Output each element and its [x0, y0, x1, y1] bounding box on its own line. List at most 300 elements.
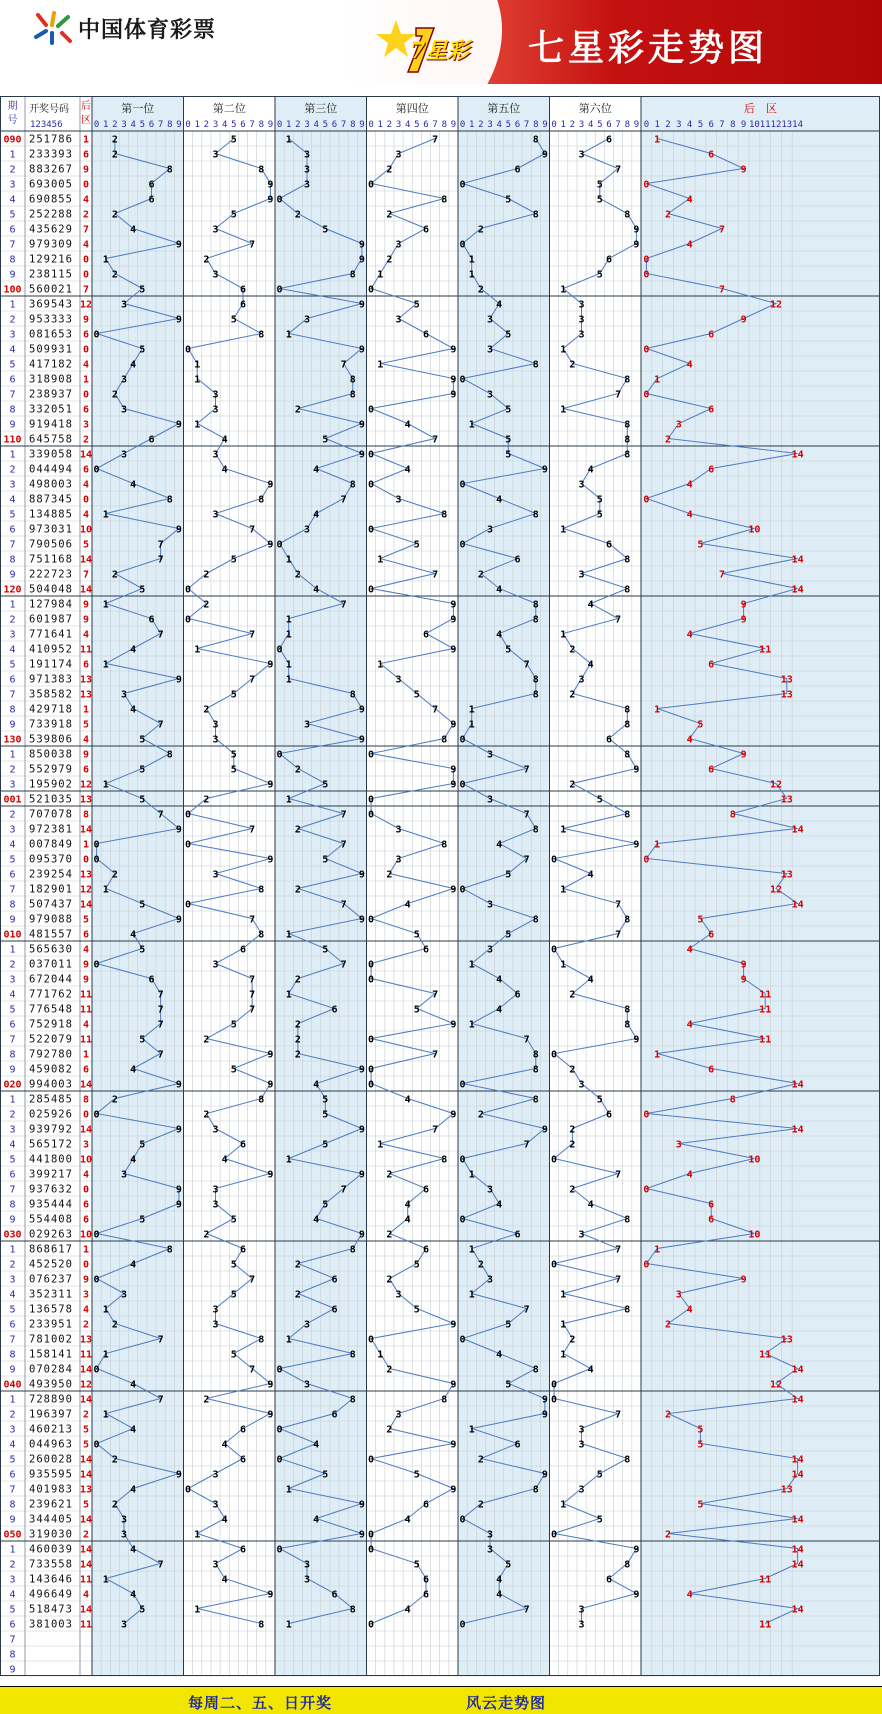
digit-mark: 5 — [322, 1469, 329, 1481]
digit-mark: 8 — [349, 479, 356, 491]
back-mark: 11 — [759, 1349, 772, 1361]
back-mark: 4 — [686, 944, 693, 956]
digit-mark: 5 — [413, 1469, 420, 1481]
draw-cell: 868617 — [29, 1243, 73, 1256]
back-mark: 4 — [686, 629, 693, 641]
digit-mark: 5 — [596, 269, 603, 281]
zone-shade — [641, 96, 880, 1676]
digit-mark: 8 — [532, 359, 539, 371]
back-cell: 6 — [82, 404, 90, 416]
digit-mark: 2 — [569, 1334, 576, 1346]
back-cell: 4 — [82, 194, 90, 206]
issue-cell: 9 — [9, 1514, 16, 1526]
digit-header: 6 — [514, 120, 521, 130]
digit-mark: 3 — [395, 239, 402, 251]
issue-cell: 9 — [9, 914, 16, 926]
back-mark: 14 — [791, 1559, 804, 1571]
back-mark: 5 — [697, 1499, 704, 1511]
digit-mark: 6 — [605, 254, 612, 266]
digit-mark: 0 — [185, 584, 192, 596]
digit-mark: 1 — [102, 1304, 109, 1316]
digit-mark: 3 — [121, 1619, 128, 1631]
digit-mark: 0 — [368, 404, 375, 416]
issue-cell: 8 — [9, 554, 16, 566]
digit-mark: 1 — [468, 1289, 475, 1301]
digit-mark: 3 — [578, 1619, 585, 1631]
digit-mark: 3 — [121, 1529, 128, 1541]
back-mark: 4 — [686, 1304, 693, 1316]
draw-cell: 319030 — [29, 1528, 73, 1541]
digit-mark: 7 — [615, 614, 622, 626]
brand-name: 中国体育彩票 — [78, 17, 217, 43]
draw-cell: 781002 — [29, 1333, 73, 1346]
digit-mark: 3 — [121, 404, 128, 416]
issue-cell: 8 — [9, 404, 16, 416]
digit-mark: 8 — [258, 1619, 265, 1631]
issue-cell: 090 — [3, 134, 22, 146]
digit-mark: 0 — [459, 539, 466, 551]
digit-mark: 3 — [395, 149, 402, 161]
digit-mark: 0 — [185, 809, 192, 821]
digit-mark: 7 — [340, 839, 347, 851]
draw-cell: 565172 — [29, 1138, 73, 1151]
draw-cell: 339058 — [29, 448, 73, 461]
issue-cell: 2 — [9, 314, 16, 326]
digit-header: 3 — [212, 120, 219, 130]
digit-mark: 9 — [633, 224, 640, 236]
issue-cell: 130 — [3, 734, 22, 746]
digit-mark: 1 — [377, 359, 384, 371]
draw-cell: 493950 — [29, 1378, 73, 1391]
issue-cell: 1 — [9, 1394, 16, 1406]
digit-mark: 9 — [358, 254, 365, 266]
digit-mark: 7 — [249, 914, 256, 926]
back-mark: 14 — [791, 584, 804, 596]
digit-mark: 3 — [578, 1484, 585, 1496]
digit-mark: 2 — [294, 974, 301, 986]
back-digit-header: 6 — [708, 120, 714, 130]
digit-mark: 2 — [294, 824, 301, 836]
digit-mark: 5 — [413, 299, 420, 311]
digit-mark: 8 — [532, 1049, 539, 1061]
back-cell: 6 — [82, 929, 90, 941]
digit-mark: 9 — [450, 779, 457, 791]
back-mark: 14 — [791, 1604, 804, 1616]
digit-mark: 7 — [523, 764, 530, 776]
digit-header: 5 — [231, 120, 237, 130]
digit-mark: 8 — [624, 719, 631, 731]
issue-cell: 110 — [3, 434, 22, 446]
digit-mark: 1 — [102, 659, 109, 671]
digit-mark: 1 — [560, 959, 567, 971]
position-header: 第六位 — [578, 102, 612, 115]
digit-mark: 5 — [505, 644, 512, 656]
back-mark: 14 — [791, 449, 804, 461]
issue-cell: 2 — [9, 164, 16, 176]
digit-mark: 3 — [487, 389, 494, 401]
issue-cell: 6 — [9, 1019, 16, 1031]
digit-mark: 8 — [624, 449, 631, 461]
draw-cell: 429718 — [29, 703, 73, 716]
digit-mark: 3 — [487, 1184, 494, 1196]
draw-cell: 733558 — [29, 1558, 73, 1571]
digit-mark: 2 — [477, 224, 484, 236]
digit-mark: 4 — [130, 479, 137, 491]
back-mark: 7 — [718, 284, 726, 296]
digit-mark: 5 — [230, 554, 237, 566]
digit-mark: 8 — [258, 1334, 265, 1346]
back-cell: 4 — [82, 1169, 90, 1181]
digit-mark: 1 — [377, 1349, 384, 1361]
issue-cell: 4 — [9, 1289, 16, 1301]
digit-mark: 1 — [377, 269, 384, 281]
digit-mark: 4 — [130, 1154, 137, 1166]
back-mark: 14 — [791, 1544, 804, 1556]
back-mark: 4 — [686, 1019, 693, 1031]
digit-mark: 2 — [294, 1049, 301, 1061]
digit-mark: 6 — [605, 539, 612, 551]
draw-cell: 070284 — [29, 1363, 73, 1376]
digit-mark: 3 — [212, 719, 219, 731]
digit-mark: 2 — [111, 1499, 118, 1511]
issue-cell: 4 — [9, 1139, 16, 1151]
digit-mark: 8 — [258, 1094, 265, 1106]
back-mark: 14 — [791, 554, 804, 566]
back-mark: 4 — [686, 1589, 693, 1601]
issue-cell: 1 — [9, 944, 16, 956]
digit-mark: 3 — [487, 344, 494, 356]
digit-mark: 7 — [249, 629, 256, 641]
digit-mark: 0 — [368, 449, 375, 461]
issue-cell: 8 — [9, 1649, 16, 1661]
draw-cell: 693005 — [29, 178, 73, 191]
issue-cell: 120 — [3, 584, 22, 596]
digit-mark: 2 — [294, 404, 301, 416]
digit-mark: 2 — [203, 569, 210, 581]
draw-cell: 239621 — [29, 1498, 73, 1511]
back-mark: 13 — [780, 869, 793, 881]
back-mark: 11 — [759, 1619, 772, 1631]
digit-mark: 0 — [276, 1544, 283, 1556]
digit-mark: 4 — [496, 629, 503, 641]
digit-mark: 2 — [111, 1454, 118, 1466]
digit-header: 2 — [295, 120, 301, 130]
digit-mark: 5 — [596, 179, 603, 191]
issue-cell: 8 — [9, 899, 16, 911]
back-header: 后 — [81, 101, 91, 112]
digit-mark: 2 — [477, 1109, 484, 1121]
issue-cell: 7 — [9, 1634, 16, 1646]
digit-mark: 0 — [93, 959, 100, 971]
digit-mark: 4 — [221, 434, 228, 446]
back-cell: 0 — [82, 1109, 90, 1121]
back-cell: 9 — [82, 314, 90, 326]
back-digit-header: 3 — [676, 120, 682, 130]
digit-mark: 2 — [294, 1289, 301, 1301]
draw-cell: 044494 — [29, 463, 73, 476]
digit-mark: 3 — [487, 1274, 494, 1286]
digit-mark: 5 — [139, 1604, 146, 1616]
back-digit-header: 12 — [770, 120, 782, 130]
digit-mark: 0 — [276, 194, 283, 206]
digit-mark: 1 — [285, 929, 292, 941]
back-mark: 10 — [748, 1154, 761, 1166]
digit-mark: 9 — [358, 449, 365, 461]
digit-mark: 8 — [532, 1064, 539, 1076]
digit-mark: 9 — [358, 419, 365, 431]
issue-cell: 040 — [3, 1379, 22, 1391]
digit-mark: 3 — [487, 314, 494, 326]
digit-mark: 1 — [468, 254, 475, 266]
digit-header: 1 — [469, 120, 475, 130]
digit-mark: 2 — [111, 149, 118, 161]
back-cell: 0 — [82, 254, 90, 266]
issue-cell: 7 — [9, 689, 16, 701]
digit-mark: 0 — [368, 1454, 375, 1466]
digit-mark: 8 — [441, 509, 448, 521]
draw-cell: 399217 — [29, 1168, 73, 1181]
draw-cell: 459082 — [29, 1063, 73, 1076]
draw-cell: 460213 — [29, 1423, 73, 1436]
digit-mark: 3 — [304, 1319, 311, 1331]
back-mark: 4 — [686, 509, 693, 521]
digit-mark: 2 — [477, 284, 484, 296]
digit-mark: 1 — [285, 1619, 292, 1631]
digit-mark: 7 — [432, 1124, 439, 1136]
digit-mark: 1 — [468, 1169, 475, 1181]
back-mark: 14 — [791, 1454, 804, 1466]
draw-cell: 481557 — [29, 928, 73, 941]
digit-mark: 9 — [358, 914, 365, 926]
back-digit-header: 0 — [643, 120, 650, 130]
draw-cell: 441800 — [29, 1153, 73, 1166]
digit-mark: 4 — [221, 1514, 228, 1526]
digit-mark: 4 — [130, 359, 137, 371]
digit-mark: 3 — [212, 1559, 219, 1571]
digit-mark: 6 — [148, 194, 155, 206]
digit-mark: 3 — [578, 149, 585, 161]
back-mark: 4 — [686, 734, 693, 746]
digit-mark: 1 — [377, 554, 384, 566]
back-cell: 2 — [82, 1409, 90, 1421]
back-mark: 6 — [708, 929, 715, 941]
issue-cell: 5 — [9, 1004, 16, 1016]
digit-mark: 0 — [368, 809, 375, 821]
digit-mark: 5 — [505, 194, 512, 206]
back-mark: 5 — [697, 539, 704, 551]
digit-mark: 8 — [258, 494, 265, 506]
digit-mark: 2 — [569, 644, 576, 656]
digit-mark: 8 — [258, 884, 265, 896]
digit-mark: 7 — [157, 629, 164, 641]
issue-cell: 6 — [9, 524, 16, 536]
digit-mark: 1 — [194, 419, 201, 431]
back-mark: 1 — [654, 134, 661, 146]
digit-mark: 7 — [249, 1274, 256, 1286]
digit-mark: 0 — [93, 1364, 100, 1376]
digit-mark: 0 — [368, 284, 375, 296]
issue-cell: 1 — [9, 749, 16, 761]
digit-mark: 1 — [560, 284, 567, 296]
digit-mark: 3 — [212, 449, 219, 461]
digit-mark: 4 — [130, 1064, 137, 1076]
digit-mark: 9 — [358, 1229, 365, 1241]
digit-header: 9 — [450, 120, 457, 130]
back-mark: 9 — [740, 1274, 747, 1286]
issue-cell: 4 — [9, 494, 16, 506]
digit-mark: 0 — [185, 899, 192, 911]
digit-mark: 2 — [569, 1139, 576, 1151]
issue-cell: 6 — [9, 224, 16, 236]
digit-mark: 1 — [285, 629, 292, 641]
digit-mark: 2 — [386, 869, 393, 881]
draw-cell: 233393 — [29, 148, 73, 161]
back-digit-header: 13 — [781, 120, 793, 130]
back-mark: 1 — [654, 374, 661, 386]
digit-mark: 3 — [121, 299, 128, 311]
digit-mark: 4 — [587, 1199, 594, 1211]
digit-mark: 1 — [285, 134, 292, 146]
back-cell: 14 — [79, 1364, 93, 1376]
digit-mark: 4 — [496, 584, 503, 596]
digit-mark: 6 — [422, 329, 429, 341]
digit-mark: 1 — [468, 1424, 475, 1436]
back-cell: 11 — [79, 644, 93, 656]
back-cell: 7 — [82, 569, 90, 581]
back-mark: 0 — [643, 254, 650, 266]
back-mark: 14 — [791, 1469, 804, 1481]
digit-mark: 3 — [212, 224, 219, 236]
issue-cell: 6 — [9, 1169, 16, 1181]
issue-cell: 9 — [9, 1664, 16, 1676]
digit-mark: 4 — [404, 419, 411, 431]
header-banner — [0, 0, 882, 84]
back-mark: 13 — [780, 1334, 793, 1346]
draw-cell: 504048 — [29, 583, 73, 596]
digit-mark: 0 — [276, 749, 283, 761]
position-header: 第三位 — [304, 102, 338, 115]
digit-header: 7 — [340, 120, 347, 130]
back-cell: 12 — [79, 884, 93, 896]
digit-mark: 2 — [386, 254, 393, 266]
digit-mark: 1 — [102, 1574, 109, 1586]
digit-mark: 0 — [459, 239, 466, 251]
issue-cell: 050 — [3, 1529, 22, 1541]
draw-subheader: 123456 — [30, 120, 63, 130]
issue-header: 号 — [7, 115, 18, 126]
issue-cell: 5 — [9, 359, 16, 371]
digit-mark: 3 — [304, 149, 311, 161]
draw-cell: 452520 — [29, 1258, 73, 1271]
back-cell: 9 — [82, 599, 90, 611]
digit-mark: 9 — [450, 374, 457, 386]
digit-mark: 2 — [569, 989, 576, 1001]
back-cell: 10 — [79, 1154, 93, 1166]
digit-mark: 5 — [322, 224, 329, 236]
back-mark: 14 — [791, 899, 804, 911]
digit-mark: 2 — [111, 869, 118, 881]
digit-mark: 1 — [285, 794, 292, 806]
issue-cell: 001 — [3, 794, 22, 806]
digit-mark: 1 — [102, 779, 109, 791]
digit-mark: 8 — [441, 1394, 448, 1406]
back-cell: 7 — [82, 224, 90, 236]
digit-header: 3 — [304, 120, 310, 130]
draw-cell: 401983 — [29, 1483, 73, 1496]
digit-mark: 8 — [624, 1214, 631, 1226]
digit-header: 0 — [551, 120, 557, 130]
back-mark: 0 — [643, 344, 650, 356]
back-mark: 4 — [686, 1169, 693, 1181]
digit-mark: 1 — [285, 1334, 292, 1346]
back-zone-header: 后 区 — [744, 102, 777, 115]
digit-mark: 6 — [331, 1304, 338, 1316]
digit-mark: 8 — [624, 434, 631, 446]
digit-mark: 9 — [175, 824, 182, 836]
digit-mark: 8 — [532, 509, 539, 521]
digit-mark: 1 — [560, 884, 567, 896]
digit-mark: 2 — [294, 1019, 301, 1031]
digit-mark: 6 — [148, 974, 155, 986]
digit-mark: 9 — [541, 1394, 548, 1406]
draw-cell: 953333 — [29, 313, 73, 326]
digit-mark: 3 — [487, 794, 494, 806]
digit-mark: 8 — [624, 749, 631, 761]
back-cell: 0 — [82, 269, 90, 281]
seven-star-badge: 7星彩 — [410, 38, 470, 64]
issue-cell: 9 — [9, 719, 16, 731]
back-cell: 1 — [82, 134, 90, 146]
digit-mark: 9 — [175, 1124, 182, 1136]
issue-cell: 8 — [9, 704, 16, 716]
digit-mark: 2 — [477, 569, 484, 581]
back-mark: 9 — [740, 614, 747, 626]
digit-mark: 1 — [194, 359, 201, 371]
digit-mark: 3 — [487, 749, 494, 761]
trend-chart-svg — [0, 96, 882, 1686]
back-cell: 4 — [82, 1589, 90, 1601]
issue-cell: 4 — [9, 989, 16, 1001]
digit-mark: 2 — [386, 1424, 393, 1436]
draw-cell: 435629 — [29, 223, 73, 236]
issue-cell: 7 — [9, 884, 16, 896]
back-cell: 12 — [79, 299, 93, 311]
draw-cell: 158141 — [29, 1348, 73, 1361]
digit-header: 4 — [130, 120, 136, 130]
back-mark: 0 — [643, 389, 650, 401]
digit-mark: 9 — [175, 314, 182, 326]
back-cell: 4 — [82, 359, 90, 371]
digit-mark: 4 — [130, 704, 137, 716]
draw-cell: 498003 — [29, 478, 73, 491]
issue-cell: 9 — [9, 419, 16, 431]
digit-mark: 2 — [569, 1124, 576, 1136]
issue-cell: 7 — [9, 1334, 16, 1346]
digit-mark: 5 — [230, 1289, 237, 1301]
digit-mark: 6 — [422, 944, 429, 956]
digit-header: 9 — [633, 120, 640, 130]
digit-header: 5 — [597, 120, 603, 130]
issue-cell: 1 — [9, 599, 16, 611]
issue-cell: 2 — [9, 1109, 16, 1121]
digit-mark: 9 — [450, 1379, 457, 1391]
issue-cell: 4 — [9, 1439, 16, 1451]
issue-cell: 2 — [9, 764, 16, 776]
digit-header: 1 — [103, 120, 109, 130]
digit-mark: 1 — [468, 1244, 475, 1256]
digit-mark: 6 — [605, 134, 612, 146]
digit-mark: 5 — [139, 899, 146, 911]
